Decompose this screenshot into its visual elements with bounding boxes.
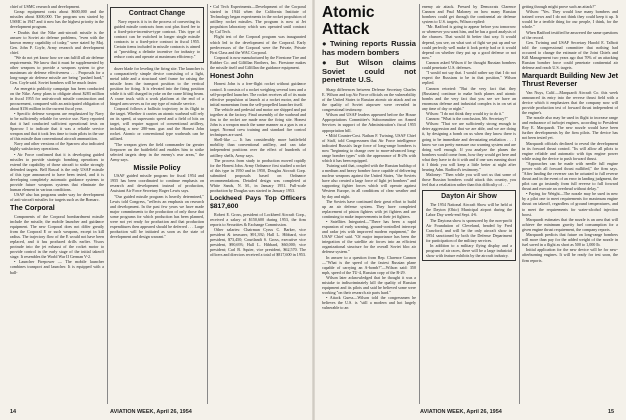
col3-paragraph: • Cal Tech Experiments—Development of the Corporal started in 1944 when the California Institute of Technology began experiments in the rocket propulsion of artillery rocket missiles. The program is now at Jet propulsion laboratory which was operated until contract by Cal Tech.	[210, 4, 306, 35]
col1-text	[10, 4, 104, 202]
col4-paragraph: • Satellites Integrated—"There has been a rapid expansion of early warning, ground-controlled intercept and radar jets with improved modern equipment," the USAF Chief said. "Of major importance has been the integration of the satellite air forces into an efficient organizational structure for the overall Soviet bloc air defense system."	[322, 219, 416, 255]
col3-paragraph: Shell-like — It has considerably more battlefield mobility than conventional artillery, and can take independent positions over the effect of hundreds of artillery shells, Army says.	[210, 137, 306, 158]
left-page-number: 14	[10, 409, 17, 415]
box-heading-contract-change: Contract Change	[128, 10, 186, 17]
col4-paragraph: Wilson and USAF leaders appeared before the House Appropriations Committee's Subcommittee on Armed Services in support of the Administration's fiscal 1955 appropriation bill.	[322, 112, 416, 133]
col4-paragraph: In answer to a question from Rep. Clarence Cannon—"What is the speed of the fastest Russian plane capable of carrying an A-bomb?"—Wilson said: 350 mph, speed of the TU-4, Russian copy of the B-29.	[322, 254, 416, 275]
col6-paragraph: Marquardt estimates that the nozzle is an area that will achieve the minimum gravity fuel consumption for a given engine thrust requirement, the company reports.	[522, 216, 618, 232]
col6-paragraph: getting through might prove such an attack?"	[522, 4, 596, 9]
col5-paragraph: Maloney: "Then while you will sort us that some of those Russian bombers could attack this country, you feel that a retaliation rather than this difficulty of . . ."	[422, 172, 516, 188]
col2-paragraph: "The weapon gives the field commander far greater firepower on the battlefield and enables him to strike selected targets deep in the enemy's rear areas," the Army says.	[110, 141, 204, 162]
page-footer	[0, 406, 626, 420]
col5-paragraph: Cannon: "What is the conclusion, Mr. Secretary?"	[426, 116, 508, 122]
col1-paragraph: "We do not yet know how we can fulfill all air defense requirements. We know that it must be supplemented by other weapons to provide a weapons system to give maximum air defense effectiveness . . . Proposals for a long-range air defense missile are being "pushed hard," Gen. Coyle said. Soviet bombers will be much faster.	[10, 55, 104, 86]
col3-paragraph: Corporal is now manufactured by the Firestone Tire and Rubber Co. and Gilfillan Brothers, Inc. Firestone makes the missile itself and Gilfillan the guidance equipment.	[210, 54, 306, 70]
col5-paragraph: "I would not say that. I would rather say that I do not expect the Russians to be in that position," Wilson replied.	[422, 70, 516, 86]
right-issue-line: AVIATION WEEK, April 26, 1954	[420, 409, 502, 415]
col4-paragraph: The Soviets have continued their great effort to build up an air defense system. They have completed replacement of piston fighters with jet fighters and are continuing to make improvements in their jet fighters.	[322, 198, 416, 219]
col5-paragraph: "Mr. Radford is going to appear before you tomorrow or whenever you want him, and he has a good analysis of the chances. That would fit better that way. It would depend, you see, on what sort of fight we put up and we could perfectly well make it look pretty bad or it would depend on whether they put up a good defense or not now."	[422, 24, 516, 60]
col6-paragraph: The nozzle also may be used in flight to increase range and endurance of turbojet engines, according to President Roy E. Marquardt. The new nozzle would have been further developments by the firm pilots. The device has not been tested yet.	[522, 115, 618, 141]
col6-paragraph: Marquardt predicts that future on long-range bombers will more than pay for the added weight of the nozzle in fuel saved in a flight as short as 500 to 1,000 lb.	[522, 232, 618, 248]
col6-paragraph: Initial application for the new device will be for new-afterburning engines. It will be ready for test soon, the firm reports.	[522, 247, 618, 263]
contract-change-box	[110, 7, 204, 63]
right-column-1	[322, 4, 416, 404]
col6-paragraph: Marquardt officials declined to reveal the development in its forward thrust control. "Its will allow all pilots to engine reliable and automatic with tips engine power while using the device to push forward thrust.	[522, 140, 618, 161]
col5-paragraph: Wilson: "I do not think they would try to do it."	[426, 110, 504, 116]
col1-paragraph: • Specific defense weapons are emphasized by Navy to be sufficiently reliable for service use. Navy reported that it had conducted sufficient operational tests on Sparrow I to indicate that it was a reliable service weapon and that it took less time to train pilots in the use of this missile than conventional aircraft ammunition.	[10, 110, 104, 142]
col3-paragraph: Other salaries: Chairman Cyrus C. Barker, vice president & treasurer, $91,392; Hall L. Hibbard, vice president, $73,450; Courtlandt S. Gross, executive vice president, $90,693; Hall L. Hibbard, $60,000; vice president; Carl B. Squier, vice president, $62,570. The officers and directors received a total of $817,600 in 1953.	[210, 227, 306, 258]
col6-paragraph: Wilson: "Yes. They would lose many bombers and trained crews and I do not think they could keep it up. It would be a terrible thing for our people, I think, for the whole."	[522, 9, 618, 30]
col4-paragraph: • Mild Counter-Cost. Nathan F. Twining, USAF Chief of Staff, told Congressmen that Air Force intelligence indicated Russia's large force of long-range bombers is now "beginning to change over to more-advanced long-range bomber types" with the appearance of B-29s with which it has been equipped.	[322, 132, 416, 163]
col1-paragraph: Group equipment costs about $600,000 and the missiles about $300,000. The program was started by USMC in 1947 and it now has the highest priority in the development program.	[10, 9, 104, 30]
col6-paragraph: When Radford testified he answered the same questions of the record.	[522, 29, 618, 40]
deck-bullet-2	[322, 59, 416, 85]
col1-paragraph: Components of the Corporal bombardment missile include the missile, the mobile launcher and guidance equipment. The new Corporal does not differ greatly from the Corporal E or such weapons, except in kill radius. The trajectory flow of the E would not have been replaced, and it has produced drills earlier. Visors protrude into the jet exhaust of the rocket motor to provide control in the early stage of the initial takeoff stage. It resembles the World War II German V-2.	[10, 213, 104, 260]
dayton-air-show-box	[422, 190, 516, 261]
col1-paragraph: • Launcher Firepower — The mobile launcher combines transport and launcher. It is equipped with a ball-	[10, 259, 104, 275]
col1-paragraph: chief of USMC research and development.	[10, 4, 81, 9]
column-rule	[107, 4, 108, 404]
section-heading-lockheed: Lockheed Pays Top Officers $817,600	[210, 195, 306, 210]
col4-paragraph: Wilson later acknowledged that he thought it was a mistake to indiscriminately kill the quality of Russian equipment and its pilots and said he believed some were working "on their research air parts hard."	[322, 275, 416, 296]
deck-bullet-text: But Wilson claims Soviet could not penetrate U.S.	[322, 58, 416, 85]
col3-paragraph: Flight test of the Corporal program was inaugurated which led to the development of the Corporal. Early predecessors of the Corporal were the Private, Private First Class and the WAC Corporal.	[210, 34, 306, 55]
section-heading-marquardt: Marquardt Building New Jet Thrust Reverser	[522, 71, 618, 89]
section-heading-honest-john: Honest John	[210, 70, 254, 80]
column-rule	[207, 4, 208, 404]
article-title-atomic-attack: Atomic Attack	[322, 4, 375, 38]
col1-paragraph: USAF also has programs under way for development of anti-aircraft missiles for targets such as the Bomarc.	[10, 192, 104, 203]
column-rule	[419, 4, 420, 404]
box-paragraph: The Daytona show is sponsored by the non-profit Air Foundation of Cleveland, headed by Fred Crawford, and will be the only aircraft show in 1954 sanctioned by both the Defense Department for participation of the military services.	[426, 217, 512, 243]
col1-paragraph: • Air Force confirmed that it is developing guided missiles to provide strategic bombing operations to extend the capability of those aircraft to strike strongly defended targets. Bell Rascal is the only USAF missile of this type announced to have been tested, and it is developing completely automatic guidance systems to provide future weapons systems that eliminate the human element in various conditions.	[10, 151, 104, 192]
left-issue-line: AVIATION WEEK, April 26, 1954	[110, 409, 192, 415]
col5-paragraph: Cannon retorted: "But the very fact that they (Russians) continue to make both planes and atomic bombs and the very fact that you see we have an enormous defense and industrial complex is in on set at any time of day or night."	[422, 85, 516, 111]
column-rule	[519, 4, 520, 404]
box-paragraph: Navy reports it is in the process of converting its guided missile contracts from cost plus fixed fee to a fixed-price-incentive-type contract. This type of contract can be switched in longer single missile contracts to a fixed-price contract in fiscal 1955. Certain items included in missile contracts is aimed at "providing a definite incentive for industry to reduce costs and operate at maximum efficiency."	[114, 19, 200, 60]
col3-paragraph: The process from study to production moved rapidly for the Honest John. Army Ordnance first studied a rocket of this type in 1950 and in 1950, Douglas Aircraft Corp. submitted proposals based on Ordnance recommendations. Detailed design was completed at White Sands, N. M., in January 1951. Full-scale production by Douglas was started in January 1953.	[210, 157, 306, 194]
col4-paragraph: • Attack Guess—Wilson told the congressmen he believes the U.S. is "still a modern and hot largely vulnerable to an	[322, 295, 416, 311]
col4-paragraph: Sharp differences between Defense Secretary Charles E. Wilson and top Air Force officials on the vulnerability of the United States to Russian atomic air attack and on the quality of Soviet airpower were revealed in congressional testimony.	[322, 86, 416, 113]
col1-paragraph: An energetic publicity campaign has been conducted on the Nike. Army plans to obligate about $283 million in fiscal 1955 for anti-aircraft missile construction and procurement, compared with an anticipated obligation of about $156 million in the current fiscal year.	[10, 85, 104, 111]
col2-paragraph: dozer blade for leveling the firing site. The launcher is a comparatively simple device consisting of a light, metal table and a structural steel frame for raising the missile from the transport position to the vertical position for firing. It is elevated into the firing position while it is still charged in yoke on the crane lifting beam. A crane truck with a work platform at the end of a hinged arm serves as for any type of missile service.	[110, 65, 204, 106]
col2-paragraph: USAF guided missile program for fiscal 1954 and 1955 has been coordinated to continue emphasis on research and development instead of production, Assistant Air Force Secretary Roger Lewis says.	[110, 173, 204, 194]
col1-paragraph: • Doubts that the Nike anti-aircraft missile is the answer to Soviet air defense problems, "even with the known enemy capability of today," were stated by Maj. Gen. John P. Coyle, Army research and development chief.	[10, 29, 104, 55]
col1-paragraph: Navy and other versions of the Sparrow also indicated highly satisfactory operations.	[10, 141, 104, 152]
col3-paragraph: The vehicle and pedestal and motor are shipped and put together at the factory. Final assembly of the warhead and fins to the rocket are made near the firing site. Honest John is a weapon much the same manner as a gun is on a target. Normal crew training and standard fire control techniques are used.	[210, 106, 306, 138]
deck-bullet-1	[322, 40, 416, 57]
left-column-3	[210, 4, 306, 404]
col5-paragraph: Cannon asked Wilson if he thought Russian bombers could penetrate U.S. defenses.	[422, 59, 516, 70]
page-gutter	[312, 0, 315, 420]
deck-bullet-text: Twining reports Russia has modern bombers	[322, 39, 416, 57]
box-heading-dayton: Dayton Air Show	[441, 193, 497, 201]
col6-paragraph: Van Nuys, Calif.—Marquardt Aircraft Co. this week announced its entry into the reverse thrust field with a device which it emphasizes that the company now will provide production test of forward thrust independent of the engine's.	[522, 89, 618, 115]
col3-paragraph: Honest John is a free-flight rocket without guidance control. It consists of a rocket weighing several tons and a self-propelled launcher. The rocket receives all of its main effective propulsion at launch at a rocket motor, and the initial momentum from the self-propelled launcher itself.	[210, 81, 306, 107]
box-paragraph: The 1954 National Aircraft Show will be held at the Dayton (Ohio) Municipal airport during the Labor Day week-end Sept. 4-6.	[426, 202, 512, 218]
col6-paragraph: Gen. Twining and USAF Secretary Harold E. Talbott told the congressional committee that nothing had occurred to change the estimate of the Joint Chiefs and Kill Management two years ago that 70% of an attacking Russian bomber force could penetrate continental air defense and reach U.S. targets.	[522, 39, 618, 71]
right-page-number: 15	[608, 409, 615, 415]
col2-paragraph: "Our guided missile program is heavily determined," Lewis told Congress, "reflects an emphasis on research and development. In the past few years we have made major commitments to the production of only those that some programs for which production has been planned, were not yet ready for production and that production expenditures then appeared should be deferred . . . Large production will be initiated as soon as the state of development and design warrant."	[110, 193, 204, 240]
left-column-1	[10, 4, 104, 404]
right-column-2	[422, 4, 516, 404]
col6-paragraph: "Approaches can be made with needle full engine power with all forward thrust nullified," the firm says. "After landing the reverser can be actuated to full reverse thrust and in the event of an error in landing judgment, the pilot can go instantly from full reverse to full forward thrust and execute an overhead without delay."	[522, 160, 618, 192]
col6-paragraph: • Paying for Weight—The nozzle may be used in new by a pilot one to meet requirements for maximum engine thrust on takeoff, regardless of ground temperatures, and to meet the requirements for water-alcohol injection boost.	[522, 191, 618, 217]
col2-paragraph: Corporal follows a ballistic trajectory in its flight to the target. Whether it carries an atomic warhead will rely on its speed, at supersonic speed and a field of hits on target, will require support of conventional artillery, including a new 280-mm. gun and the Honest John rocket. Atomic or conventional type warheads can be utilized.	[110, 106, 204, 142]
col5-paragraph: Wilson: "That we are sufficiently strong enough to deter aggression and that we are able, and we are doing it, by designing a bomb on us when they know there is going to be immediate and devastating retaliation . . . I know we can pretty measure our warning system and are doing well enough. If you analyze the planes the bombers would come from, how they would get here and what they have to do it with and if one was running short it I think you will keep a little better at night after hearing Adm. Radford's testimony."	[422, 121, 516, 172]
col4-paragraph: Twining said that, coupled with the Russian buildup of a medium and heavy bomber force capable of delivering nuclear weapons against the United States, "the Soviets have also created a large force of light jet bombers" and supporting fighter forces which will operate against Western Europe, in all conditions of clear weather and by day and night.	[322, 163, 416, 199]
col5-paragraph: enemy air attack. Pressed by Democrats Clarence Cannon and Paul Maloney on how many Russian bombers could get through the continental air defense system to U.S. targets, Wilson replied:	[422, 4, 516, 25]
box-paragraph: In addition to a military flying display and a program of air races, there will be a large industrial show with feature exhibits by the aircraft industry.	[426, 242, 512, 259]
section-heading-missile-policy: Missile Policy	[133, 162, 181, 172]
left-column-2	[110, 4, 204, 404]
section-heading-corporal: The Corporal	[10, 203, 55, 213]
right-column-3	[522, 4, 618, 404]
bullet-icon: ●	[322, 39, 328, 48]
bullet-icon: ●	[322, 58, 334, 68]
col3-paragraph: Robert E. Gross, president of Lockheed Aircraft Corp., received a salary of $150,600 during 1953, the firm reports to Securities & Exchange Commission.	[210, 211, 306, 227]
